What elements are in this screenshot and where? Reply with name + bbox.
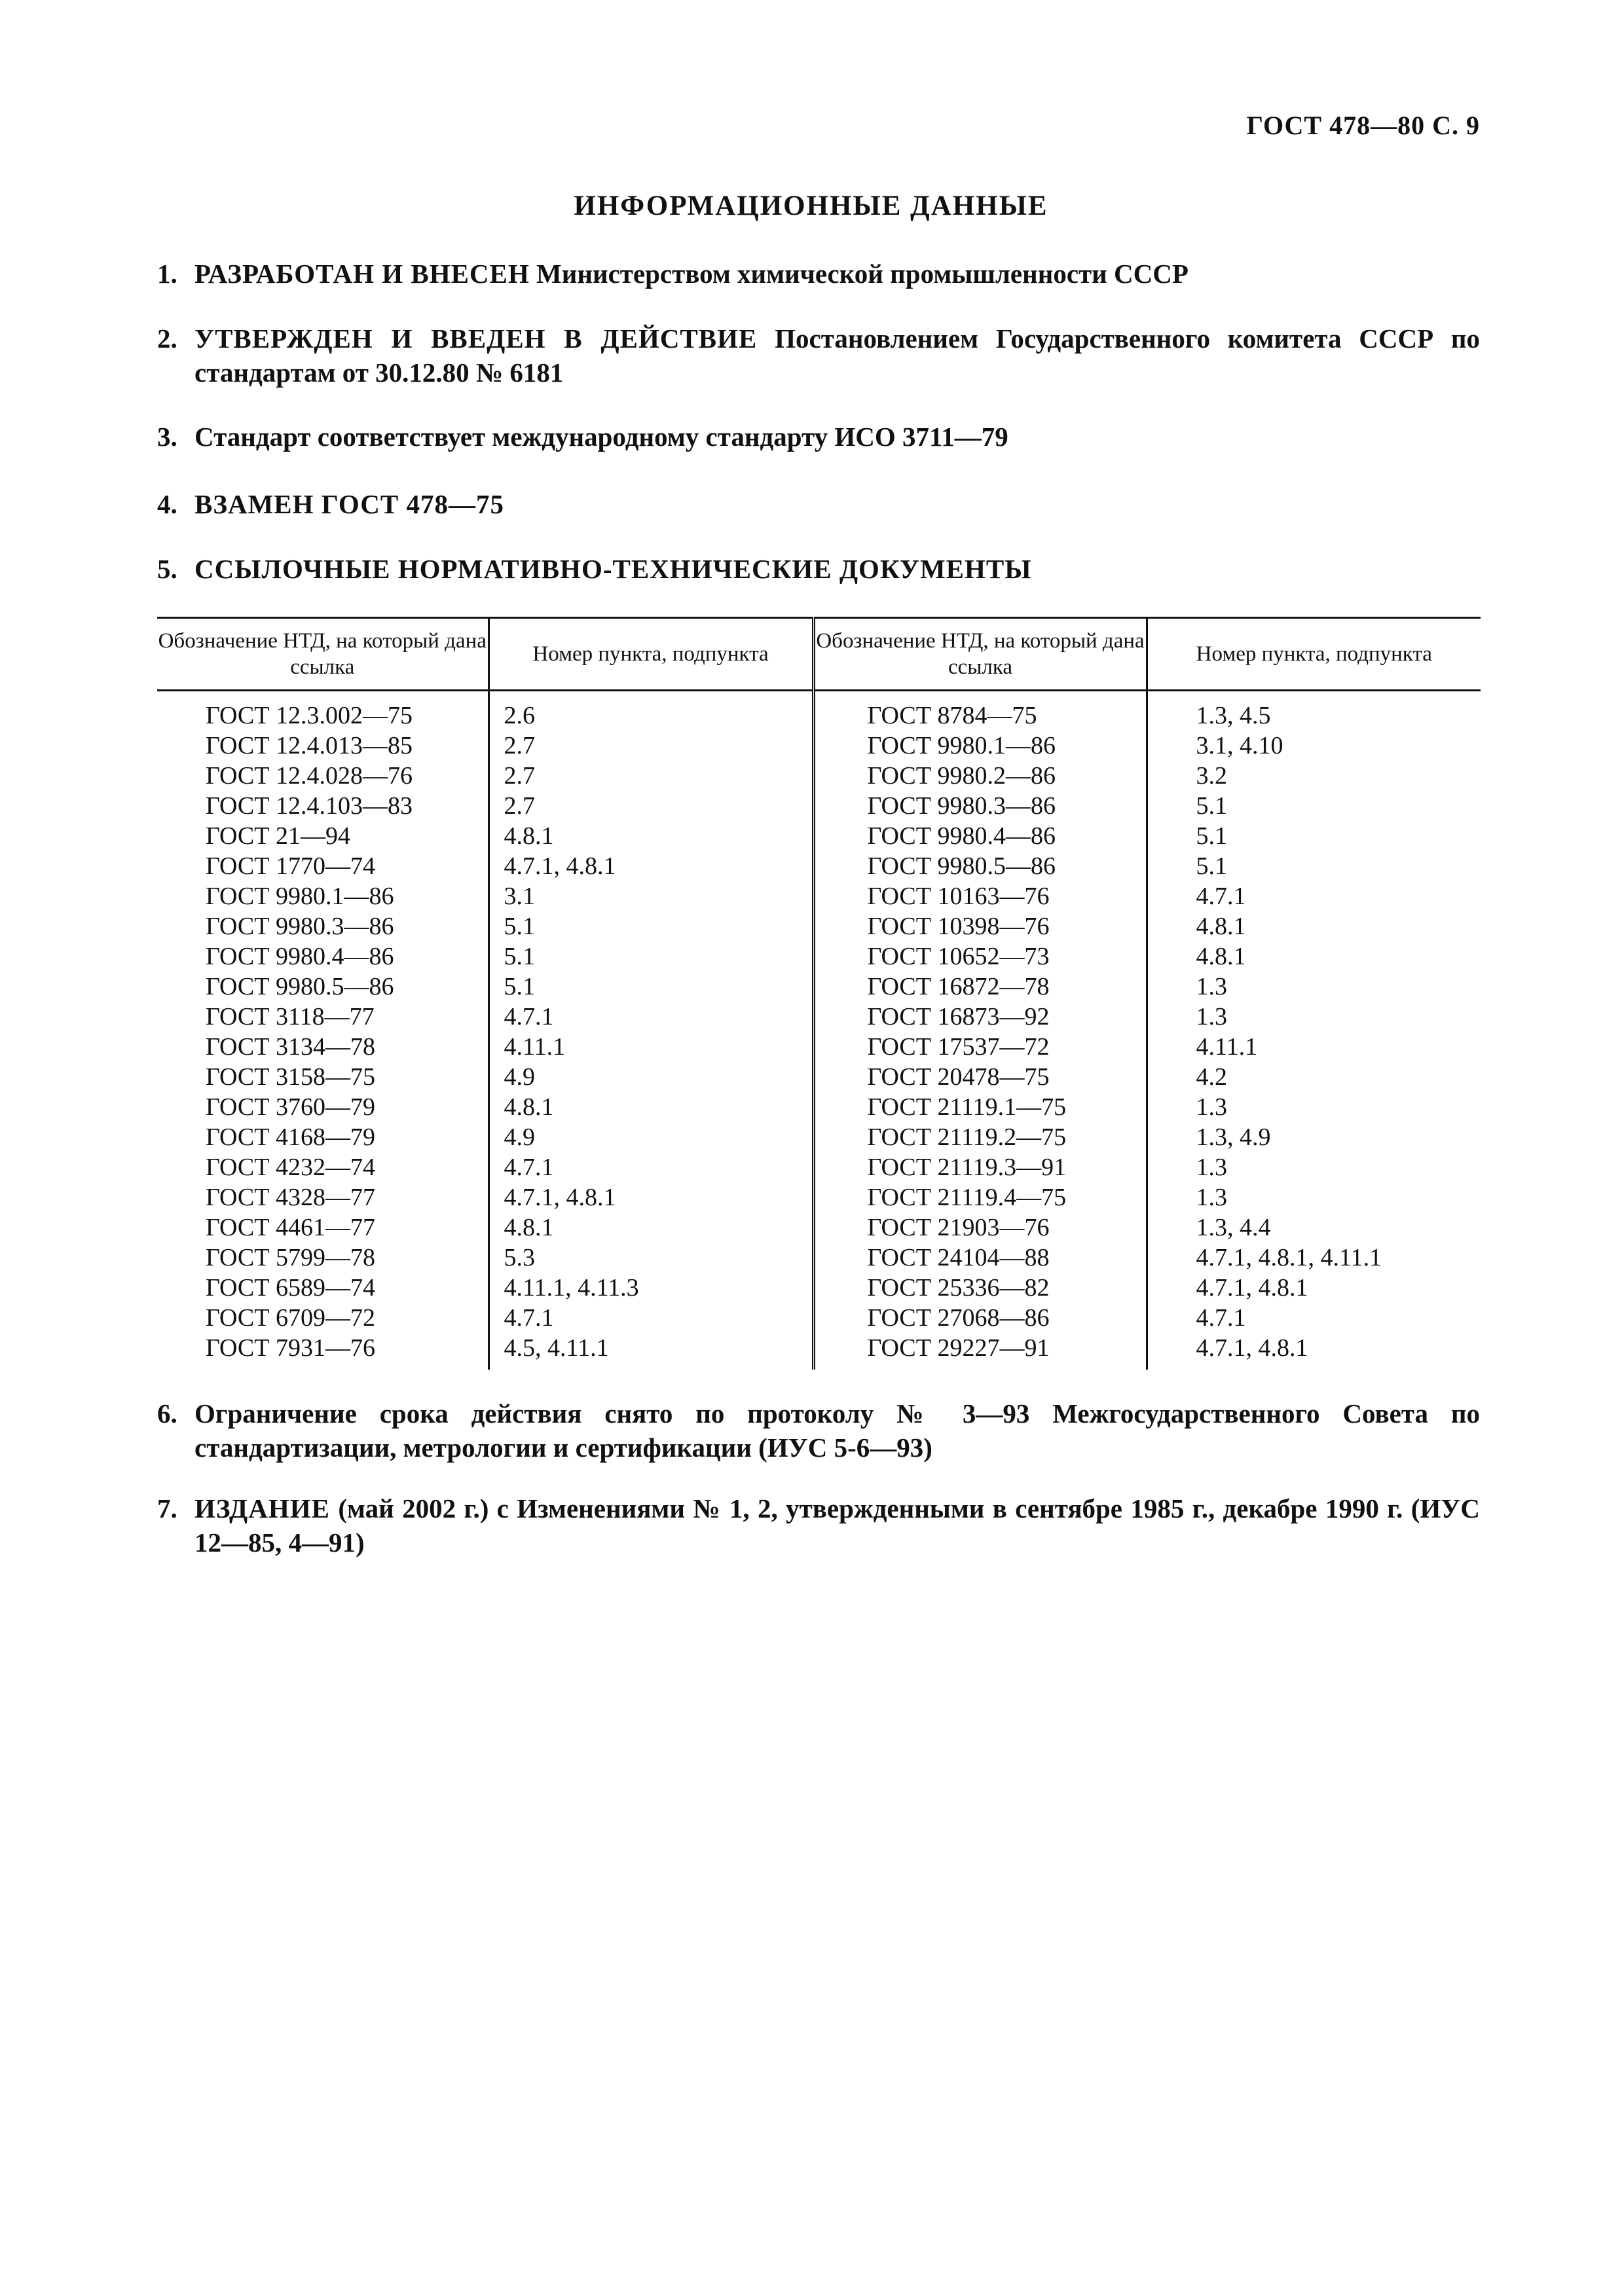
info-item-2 bbox=[157, 321, 1480, 390]
ntd-designation: ГОСТ 16873—92 bbox=[813, 1002, 1147, 1032]
ntd-designation: ГОСТ 16872—78 bbox=[813, 972, 1147, 1002]
item-text: Ограничение срока действия снято по протоколу № 3—93 Межгосударственного Совета по стандартизации, метрологии и сертификации (ИУС 5-6—93) bbox=[194, 1398, 1480, 1463]
clause-number: 4.7.1, 4.8.1 bbox=[1196, 1334, 1308, 1362]
table-row bbox=[157, 1062, 1481, 1092]
item-number: 6. bbox=[157, 1398, 177, 1429]
clause-number: 4.7.1, 4.8.1, 4.11.1 bbox=[1196, 1244, 1382, 1271]
ntd-designation: ГОСТ 24104—88 bbox=[813, 1243, 1147, 1273]
clause-number: 2.7 bbox=[488, 791, 813, 821]
clause-number: 4.8.1 bbox=[488, 1212, 813, 1243]
info-item-6 bbox=[157, 1396, 1480, 1465]
info-item-4 bbox=[157, 487, 1480, 521]
ntd-designation: ГОСТ 3134—78 bbox=[157, 1032, 488, 1062]
clause-number: 1.3 bbox=[1196, 973, 1227, 1000]
ntd-designation: ГОСТ 5799—78 bbox=[157, 1243, 488, 1273]
ntd-designation: ГОСТ 3118—77 bbox=[157, 1002, 488, 1032]
ntd-designation: ГОСТ 8784—75 bbox=[813, 691, 1147, 731]
clause-number: 1.3, 4.4 bbox=[1196, 1214, 1271, 1241]
info-item-5 bbox=[157, 552, 1480, 586]
clause-number: 1.3 bbox=[1196, 1093, 1227, 1121]
clause-number: 4.11.1 bbox=[1196, 1033, 1258, 1061]
table-row bbox=[157, 941, 1481, 972]
ntd-designation: ГОСТ 9980.3—86 bbox=[157, 911, 488, 941]
ntd-designation: ГОСТ 4232—74 bbox=[157, 1152, 488, 1182]
document-title: ИНФОРМАЦИОННЫЕ ДАННЫЕ bbox=[574, 191, 1048, 221]
ntd-designation: ГОСТ 12.4.103—83 bbox=[157, 791, 488, 821]
clause-number: 4.8.1 bbox=[488, 821, 813, 851]
table-row bbox=[157, 821, 1481, 851]
clause-number: 4.7.1, 4.8.1 bbox=[488, 851, 813, 881]
ntd-designation: ГОСТ 3158—75 bbox=[157, 1062, 488, 1092]
clause-number: 1.3 bbox=[1196, 1184, 1227, 1211]
item-text: ИЗДАНИЕ (май 2002 г.) с Изменениями № 1, 2, утвержденными в сентябре 1985 г., декабре 1990 г. (ИУС 12—85, 4—91) bbox=[194, 1493, 1480, 1558]
ntd-designation: ГОСТ 21119.2—75 bbox=[813, 1122, 1147, 1152]
ntd-designation: ГОСТ 21903—76 bbox=[813, 1212, 1147, 1243]
item-text: ССЫЛОЧНЫЕ НОРМАТИВНО-ТЕХНИЧЕСКИЕ ДОКУМЕНТЫ bbox=[194, 554, 1032, 584]
clause-number: 5.1 bbox=[1196, 852, 1227, 880]
clause-number: 5.1 bbox=[488, 972, 813, 1002]
table-row bbox=[157, 1303, 1481, 1333]
ntd-designation: ГОСТ 9980.3—86 bbox=[813, 791, 1147, 821]
table-row bbox=[157, 1182, 1481, 1212]
ntd-designation: ГОСТ 1770—74 bbox=[157, 851, 488, 881]
ntd-designation: ГОСТ 9980.2—86 bbox=[813, 761, 1147, 791]
ntd-designation: ГОСТ 9980.5—86 bbox=[813, 851, 1147, 881]
col-header-clause: Номер пункта, подпункта bbox=[488, 618, 813, 691]
ntd-designation: ГОСТ 12.4.028—76 bbox=[157, 761, 488, 791]
table-row bbox=[157, 911, 1481, 941]
clause-number: 3.2 bbox=[1196, 762, 1227, 790]
ntd-designation: ГОСТ 4328—77 bbox=[157, 1182, 488, 1212]
col-header-doc: Обозначение НТД, на который дана ссылка bbox=[157, 618, 488, 691]
references-table bbox=[157, 617, 1481, 1370]
clause-number: 5.3 bbox=[488, 1243, 813, 1273]
ntd-designation: ГОСТ 9980.1—86 bbox=[813, 731, 1147, 761]
ntd-designation: ГОСТ 6709—72 bbox=[157, 1303, 488, 1333]
clause-number: 3.1, 4.10 bbox=[1196, 732, 1283, 759]
table-row bbox=[157, 1032, 1481, 1062]
table-row bbox=[157, 1273, 1481, 1303]
clause-number: 4.7.1 bbox=[1196, 883, 1246, 910]
ntd-designation: ГОСТ 9980.1—86 bbox=[157, 881, 488, 911]
ntd-designation: ГОСТ 21119.1—75 bbox=[813, 1092, 1147, 1122]
table-row bbox=[157, 761, 1481, 791]
table-row bbox=[157, 1092, 1481, 1122]
table-row bbox=[157, 731, 1481, 761]
clause-number: 4.7.1, 4.8.1 bbox=[1196, 1274, 1308, 1302]
table-row bbox=[157, 851, 1481, 881]
item-number: 1. bbox=[157, 259, 177, 289]
ntd-designation: ГОСТ 12.3.002—75 bbox=[157, 691, 488, 731]
item-number: 5. bbox=[157, 554, 177, 584]
clause-number: 1.3 bbox=[1196, 1003, 1227, 1030]
clause-number: 4.11.1, 4.11.3 bbox=[488, 1273, 813, 1303]
page-header: ГОСТ 478—80 С. 9 bbox=[1246, 111, 1480, 140]
ntd-designation: ГОСТ 25336—82 bbox=[813, 1273, 1147, 1303]
ntd-designation: ГОСТ 9980.4—86 bbox=[157, 941, 488, 972]
clause-number: 4.11.1 bbox=[488, 1032, 813, 1062]
ntd-designation: ГОСТ 3760—79 bbox=[157, 1092, 488, 1122]
clause-number: 1.3, 4.9 bbox=[1196, 1123, 1271, 1151]
clause-number: 1.3, 4.5 bbox=[1196, 702, 1271, 729]
clause-number: 4.2 bbox=[1196, 1063, 1227, 1091]
clause-number: 4.7.1, 4.8.1 bbox=[488, 1182, 813, 1212]
ntd-designation: ГОСТ 12.4.013—85 bbox=[157, 731, 488, 761]
clause-number: 5.1 bbox=[488, 941, 813, 972]
clause-number: 4.9 bbox=[488, 1122, 813, 1152]
table-row bbox=[157, 1122, 1481, 1152]
ntd-designation: ГОСТ 9980.5—86 bbox=[157, 972, 488, 1002]
clause-number: 2.7 bbox=[488, 731, 813, 761]
info-item-1 bbox=[157, 257, 1480, 291]
clause-number: 4.7.1 bbox=[488, 1303, 813, 1333]
table-header-row bbox=[157, 618, 1481, 691]
clause-number: 4.7.1 bbox=[488, 1002, 813, 1032]
table-row bbox=[157, 1152, 1481, 1182]
ntd-designation: ГОСТ 21119.4—75 bbox=[813, 1182, 1147, 1212]
item-number: 3. bbox=[157, 422, 177, 452]
ntd-designation: ГОСТ 17537—72 bbox=[813, 1032, 1147, 1062]
clause-number: 4.8.1 bbox=[1196, 913, 1246, 940]
item-number: 7. bbox=[157, 1493, 177, 1523]
item-text: УТВЕРЖДЕН И ВВЕДЕН В ДЕЙСТВИЕ Постановлением Государственного комитета СССР по стандартам от 30.12.80 № 6181 bbox=[194, 323, 1480, 388]
clause-number: 4.7.1 bbox=[1196, 1304, 1246, 1332]
ntd-designation: ГОСТ 7931—76 bbox=[157, 1333, 488, 1370]
clause-number: 2.7 bbox=[488, 761, 813, 791]
item-number: 4. bbox=[157, 489, 177, 519]
table-row bbox=[157, 881, 1481, 911]
table-row bbox=[157, 791, 1481, 821]
item-number: 2. bbox=[157, 323, 177, 354]
ntd-designation: ГОСТ 20478—75 bbox=[813, 1062, 1147, 1092]
ntd-designation: ГОСТ 6589—74 bbox=[157, 1273, 488, 1303]
clause-number: 5.1 bbox=[488, 911, 813, 941]
ntd-designation: ГОСТ 4461—77 bbox=[157, 1212, 488, 1243]
clause-number: 2.6 bbox=[488, 691, 813, 731]
ntd-designation: ГОСТ 9980.4—86 bbox=[813, 821, 1147, 851]
item-text: Стандарт соответствует международному стандарту ИСО 3711—79 bbox=[194, 422, 1008, 452]
ntd-designation: ГОСТ 21119.3—91 bbox=[813, 1152, 1147, 1182]
col-header-doc: Обозначение НТД, на который дана ссылка bbox=[813, 618, 1147, 691]
table-row bbox=[157, 1243, 1481, 1273]
ntd-designation: ГОСТ 21—94 bbox=[157, 821, 488, 851]
ntd-designation: ГОСТ 27068—86 bbox=[813, 1303, 1147, 1333]
table-row bbox=[157, 972, 1481, 1002]
clause-number: 4.9 bbox=[488, 1062, 813, 1092]
clause-number: 4.8.1 bbox=[488, 1092, 813, 1122]
clause-number: 4.5, 4.11.1 bbox=[488, 1333, 813, 1370]
clause-number: 4.7.1 bbox=[488, 1152, 813, 1182]
ntd-designation: ГОСТ 4168—79 bbox=[157, 1122, 488, 1152]
col-header-clause: Номер пункта, подпункта bbox=[1147, 618, 1481, 691]
clause-number: 4.8.1 bbox=[1196, 943, 1246, 970]
ntd-designation: ГОСТ 10398—76 bbox=[813, 911, 1147, 941]
ntd-designation: ГОСТ 10163—76 bbox=[813, 881, 1147, 911]
clause-number: 5.1 bbox=[1196, 822, 1227, 850]
table-row bbox=[157, 1333, 1481, 1370]
info-item-7 bbox=[157, 1491, 1480, 1559]
ntd-designation: ГОСТ 10652—73 bbox=[813, 941, 1147, 972]
table-row bbox=[157, 1212, 1481, 1243]
info-item-3 bbox=[157, 420, 1480, 454]
table-row bbox=[157, 691, 1481, 731]
ntd-designation: ГОСТ 29227—91 bbox=[813, 1333, 1147, 1370]
item-text: ВЗАМЕН ГОСТ 478—75 bbox=[194, 489, 504, 519]
table-row bbox=[157, 1002, 1481, 1032]
clause-number: 3.1 bbox=[488, 881, 813, 911]
clause-number: 1.3 bbox=[1196, 1154, 1227, 1181]
clause-number: 5.1 bbox=[1196, 792, 1227, 820]
item-text: РАЗРАБОТАН И ВНЕСЕН Министерством химической промышленности СССР bbox=[194, 259, 1189, 289]
